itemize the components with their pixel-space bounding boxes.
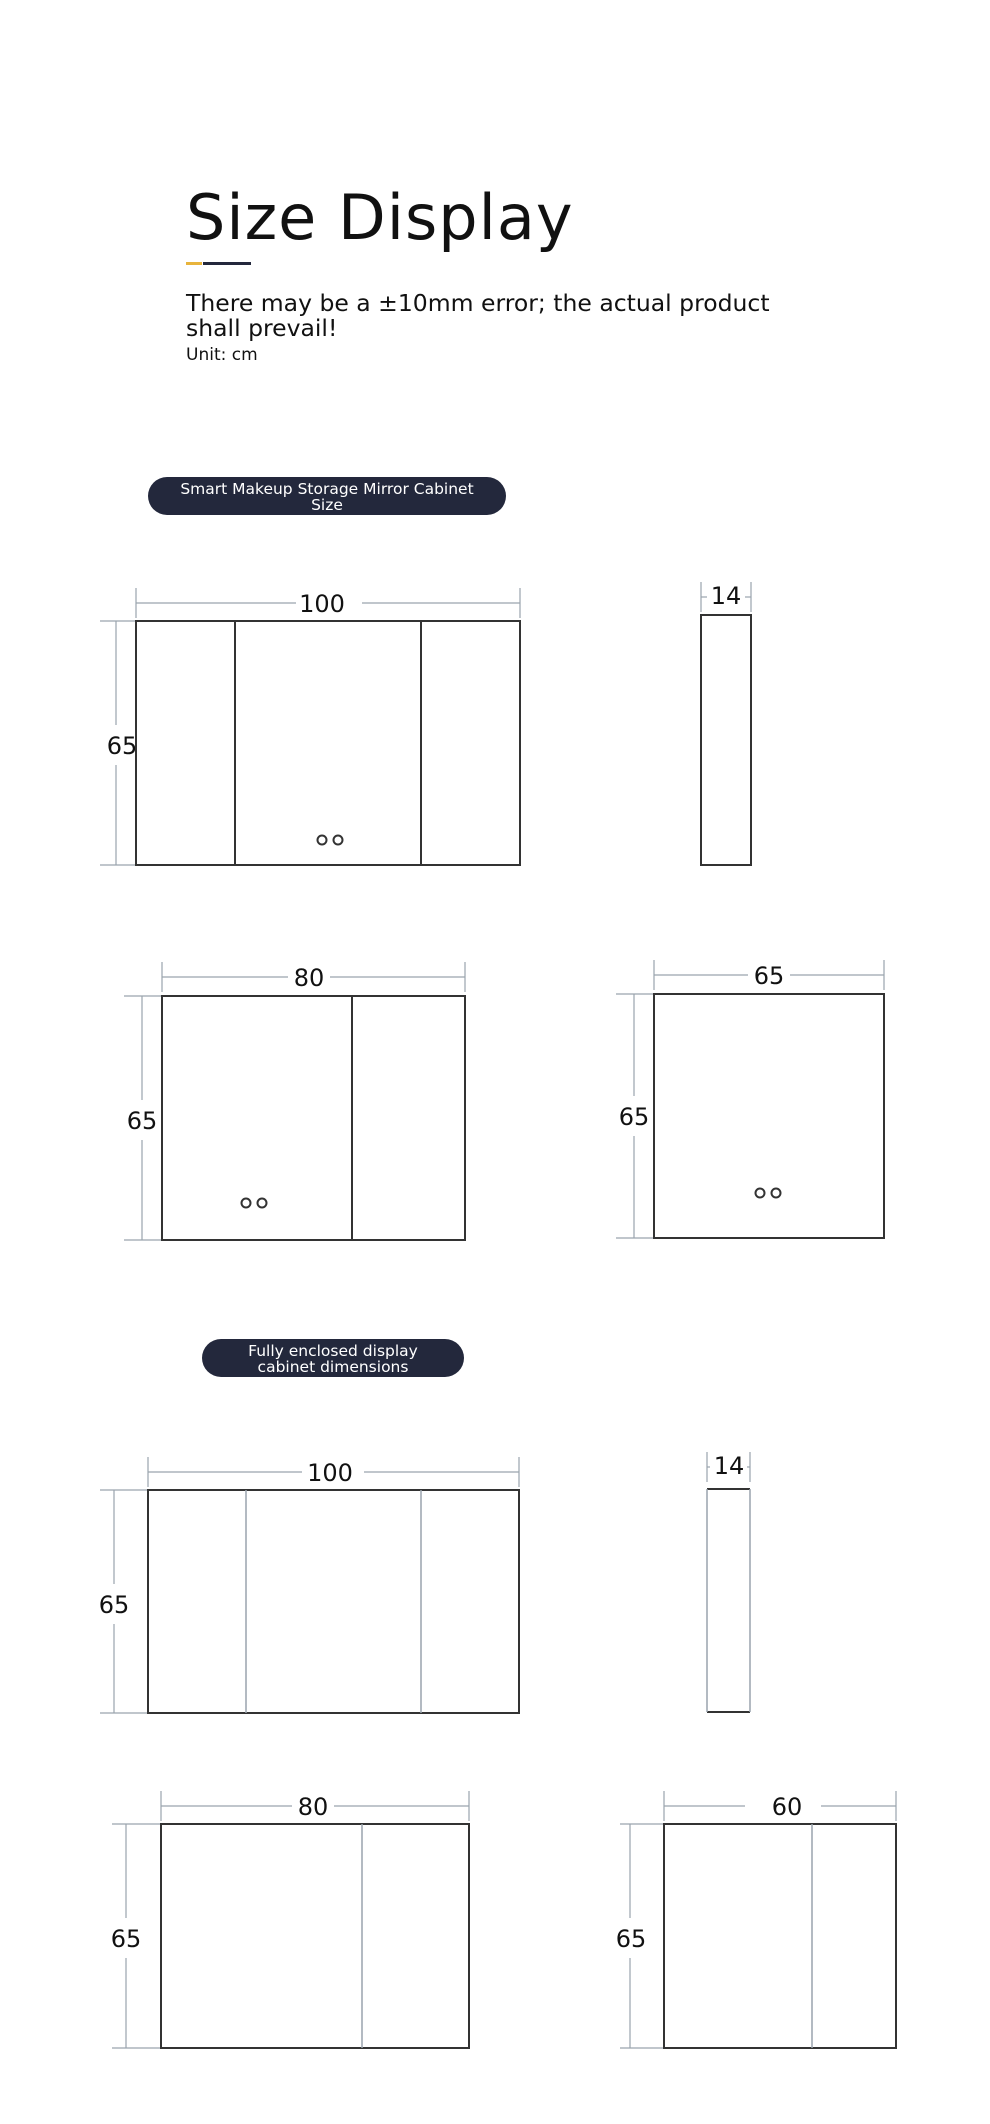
cabinet-outline — [136, 621, 520, 865]
cabinet-outline — [162, 996, 465, 1240]
tolerance-note: There may be a ±10mm error; the actual product shall prevail! — [186, 289, 770, 342]
cabinet-outline — [654, 994, 884, 1238]
page-title: Size Display — [186, 181, 574, 254]
display-cabinet-100-drawing — [99, 1457, 519, 1713]
section-badge-mirror-label: Smart Makeup Storage Mirror Cabinet Size — [180, 480, 474, 514]
side-panel-outline — [707, 1489, 750, 1712]
height-label: 65 — [98, 1591, 130, 1619]
height-label: 65 — [106, 732, 138, 760]
width-label: 80 — [293, 964, 325, 992]
display-cabinet-60-drawing — [616, 1791, 896, 2048]
unit-label: Unit: cm — [186, 345, 258, 365]
depth-label: 14 — [713, 1452, 745, 1480]
mirror-cabinet-80-drawing — [124, 962, 465, 1240]
mirror-cabinet-65-drawing — [616, 960, 884, 1238]
mirror-cabinet-100-drawing — [100, 588, 520, 865]
height-label: 65 — [126, 1107, 158, 1135]
display-cabinet-side-drawing — [707, 1452, 750, 1712]
height-label: 65 — [615, 1925, 647, 1953]
side-panel-outline — [701, 615, 751, 865]
two-circles-switch-icon — [756, 1189, 781, 1198]
cabinet-outline — [161, 1824, 469, 2048]
display-cabinet-80-drawing — [111, 1791, 469, 2048]
two-circles-switch-icon — [242, 1199, 267, 1208]
section-badge-display-label: Fully enclosed display cabinet dimensions — [248, 1342, 418, 1376]
two-circles-switch-icon — [318, 836, 343, 845]
width-label: 60 — [771, 1793, 803, 1821]
width-label: 100 — [307, 1459, 353, 1487]
mirror-cabinet-side-drawing — [701, 582, 751, 865]
height-label: 65 — [110, 1925, 142, 1953]
width-label: 100 — [299, 590, 345, 618]
height-label: 65 — [618, 1103, 650, 1131]
width-label: 80 — [297, 1793, 329, 1821]
cabinet-outline — [664, 1824, 896, 2048]
cabinet-outline — [148, 1490, 519, 1713]
width-label: 65 — [753, 962, 785, 990]
depth-label: 14 — [710, 582, 742, 610]
